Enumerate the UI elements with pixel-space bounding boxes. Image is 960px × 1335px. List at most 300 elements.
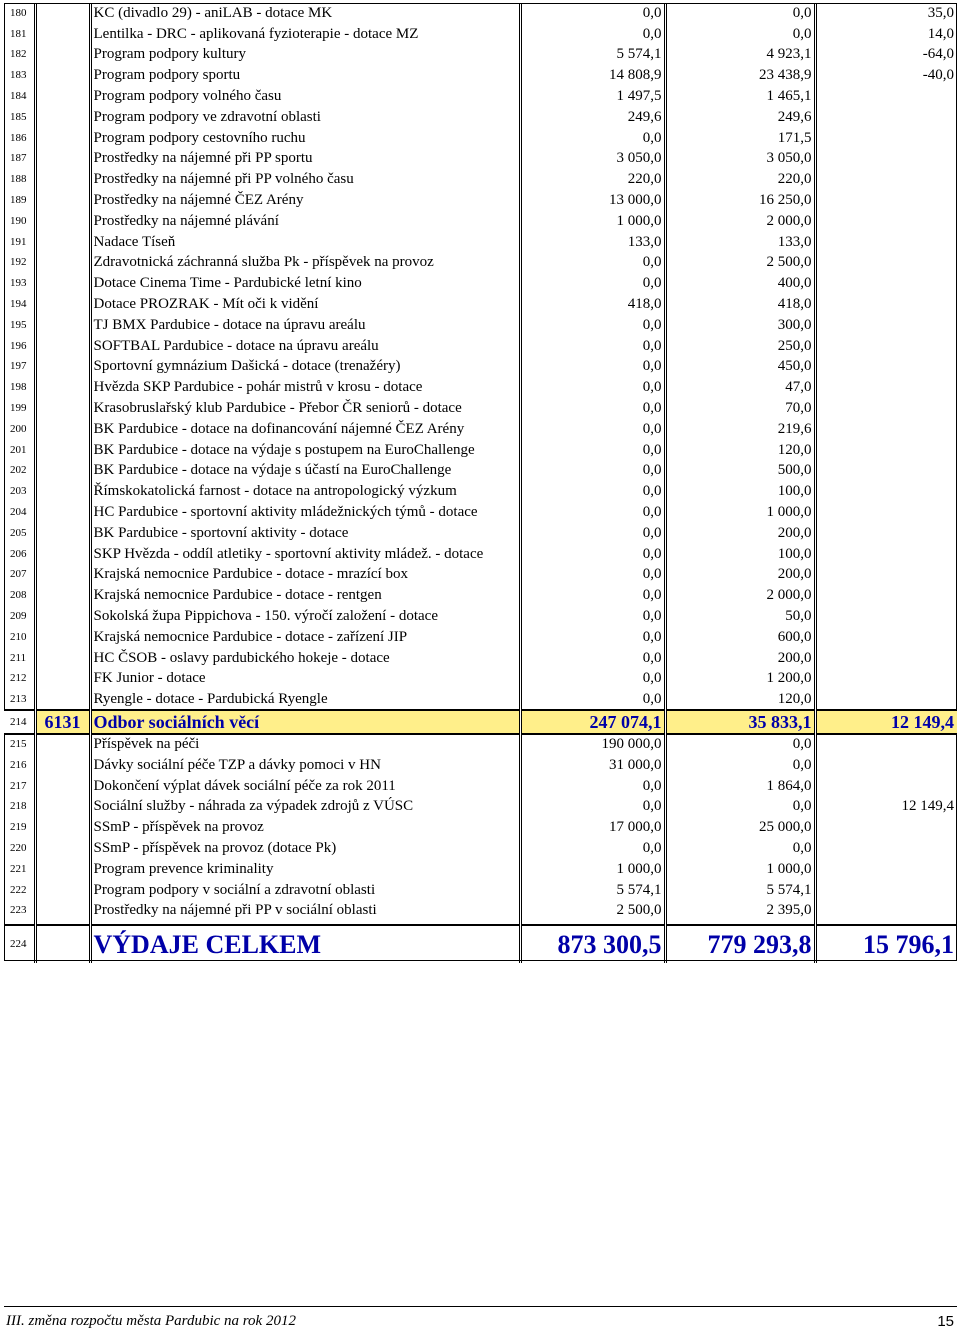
row-number: 220 [4, 838, 35, 859]
row-number: 199 [4, 398, 35, 419]
table-row [4, 232, 957, 253]
row-value-3 [815, 232, 957, 253]
row-value-3 [815, 440, 957, 461]
row-value-1: 0,0 [520, 585, 665, 606]
row-name: BK Pardubice - dotace na výdaje s účastí na EuroChallenge [90, 461, 520, 482]
footer-title: III. změna rozpočtu města Pardubic na rok 2012 [6, 1313, 296, 1329]
row-number: 212 [4, 669, 35, 690]
row-value-3 [815, 107, 957, 128]
row-value-3 [815, 648, 957, 669]
page-number: 15 [937, 1313, 954, 1330]
row-number: 217 [4, 776, 35, 797]
row-value-3 [815, 211, 957, 232]
row-code [35, 880, 90, 901]
table-row [4, 880, 957, 901]
row-value-1: 133,0 [520, 232, 665, 253]
table-row [4, 211, 957, 232]
row-value-2: 0,0 [665, 838, 815, 859]
row-value-1: 0,0 [520, 273, 665, 294]
row-code [35, 377, 90, 398]
table-row [4, 838, 957, 859]
row-value-2: 418,0 [665, 294, 815, 315]
row-value-3 [815, 273, 957, 294]
row-name: SSmP - příspěvek na provoz [90, 817, 520, 838]
row-name: Sportovní gymnázium Dašická - dotace (trenažéry) [90, 357, 520, 378]
row-code [35, 796, 90, 817]
row-code [35, 190, 90, 211]
row-value-1: 0,0 [520, 627, 665, 648]
row-value-2: 250,0 [665, 336, 815, 357]
row-value-1: 0,0 [520, 689, 665, 710]
row-name: Příspěvek na péči [90, 734, 520, 755]
row-name: Odbor sociálních věcí [90, 710, 520, 734]
row-number: 197 [4, 357, 35, 378]
table-row [4, 357, 957, 378]
row-code [35, 523, 90, 544]
row-code [35, 273, 90, 294]
row-value-1: 1 000,0 [520, 859, 665, 880]
row-value-2: 200,0 [665, 648, 815, 669]
row-code [35, 86, 90, 107]
row-code [35, 398, 90, 419]
row-value-2: 25 000,0 [665, 817, 815, 838]
row-number: 180 [4, 3, 35, 24]
row-number: 198 [4, 377, 35, 398]
row-code [35, 169, 90, 190]
row-number: 211 [4, 648, 35, 669]
row-value-1: 0,0 [520, 128, 665, 149]
row-code [35, 502, 90, 523]
row-name: Krajská nemocnice Pardubice - dotace - mrazící box [90, 565, 520, 586]
row-name: Nadace Tíseň [90, 232, 520, 253]
row-number: 193 [4, 273, 35, 294]
table-row [4, 377, 957, 398]
row-number: 218 [4, 796, 35, 817]
row-number: 223 [4, 900, 35, 921]
row-value-2: 171,5 [665, 128, 815, 149]
row-code [35, 817, 90, 838]
row-name: Dokončení výplat dávek sociální péče za rok 2011 [90, 776, 520, 797]
row-value-2: 1 465,1 [665, 86, 815, 107]
row-code [35, 440, 90, 461]
row-value-3 [815, 669, 957, 690]
row-value-1: 0,0 [520, 419, 665, 440]
row-value-3 [815, 149, 957, 170]
row-name: HC Pardubice - sportovní aktivity mládežnických týmů - dotace [90, 502, 520, 523]
row-value-2: 2 000,0 [665, 585, 815, 606]
row-name: Program podpory ve zdravotní oblasti [90, 107, 520, 128]
row-number: 201 [4, 440, 35, 461]
row-value-1: 0,0 [520, 648, 665, 669]
row-name: FK Junior - dotace [90, 669, 520, 690]
row-number: 222 [4, 880, 35, 901]
row-name: Lentilka - DRC - aplikovaná fyzioterapie - dotace MZ [90, 24, 520, 45]
row-number: 214 [4, 710, 35, 734]
row-code [35, 544, 90, 565]
row-name: BK Pardubice - dotace na výdaje s postupem na EuroChallenge [90, 440, 520, 461]
table-row [4, 585, 957, 606]
row-number: 215 [4, 734, 35, 755]
row-name: BK Pardubice - sportovní aktivity - dotace [90, 523, 520, 544]
row-code [35, 253, 90, 274]
table-row [4, 128, 957, 149]
table-row [4, 565, 957, 586]
row-value-2: 4 923,1 [665, 45, 815, 66]
row-number: 207 [4, 565, 35, 586]
row-code [35, 419, 90, 440]
row-code [35, 211, 90, 232]
row-value-1: 247 074,1 [520, 710, 665, 734]
row-value-2: 100,0 [665, 481, 815, 502]
row-code [35, 232, 90, 253]
row-value-3: 35,0 [927, 4, 954, 21]
row-name: Prostředky na nájemné plávání [90, 211, 520, 232]
table-row [4, 65, 957, 86]
table-row [4, 502, 957, 523]
row-value-2: 400,0 [665, 273, 815, 294]
row-value-3 [815, 755, 957, 776]
row-value-2: 1 200,0 [665, 669, 815, 690]
row-value-3 [815, 253, 957, 274]
row-value-2: 3 050,0 [665, 149, 815, 170]
row-code [35, 734, 90, 755]
row-value-2: 0,0 [665, 796, 815, 817]
row-value-3 [815, 585, 957, 606]
row-value-2: 220,0 [665, 169, 815, 190]
row-code [35, 606, 90, 627]
row-name: Prostředky na nájemné při PP sportu [90, 149, 520, 170]
row-code [35, 65, 90, 86]
row-name: Prostředky na nájemné při PP volného času [90, 169, 520, 190]
row-value-3: 12 149,4 [901, 798, 954, 815]
row-value-2: 2 395,0 [665, 900, 815, 921]
row-number: 202 [4, 461, 35, 482]
row-value-1: 190 000,0 [520, 734, 665, 755]
row-value-3 [815, 859, 957, 880]
row-value-1: 0,0 [520, 253, 665, 274]
row-value-1: 1 000,0 [520, 211, 665, 232]
row-value-2: 1 000,0 [665, 502, 815, 523]
row-number: 209 [4, 606, 35, 627]
row-code [35, 859, 90, 880]
row-number: 213 [4, 689, 35, 710]
table-row [4, 336, 957, 357]
row-value-2: 5 574,1 [665, 880, 815, 901]
row-number: 191 [4, 232, 35, 253]
row-value-2: 0,0 [665, 734, 815, 755]
row-value-2: 1 000,0 [665, 859, 815, 880]
row-value-2: 249,6 [665, 107, 815, 128]
row-name: Dotace PROZRAK - Mít oči k vidění [90, 294, 520, 315]
row-name: VÝDAJE CELKEM [90, 925, 520, 963]
row-value-3 [815, 565, 957, 586]
row-value-3: 12 149,4 [815, 710, 957, 734]
row-value-2: 23 438,9 [665, 65, 815, 86]
row-code [35, 627, 90, 648]
row-value-1: 0,0 [520, 3, 665, 24]
row-value-3: 14,0 [927, 25, 954, 42]
row-value-3 [815, 544, 957, 565]
row-value-2: 2 500,0 [665, 253, 815, 274]
row-value-3: -40,0 [922, 67, 954, 84]
row-number: 187 [4, 149, 35, 170]
row-value-1: 220,0 [520, 169, 665, 190]
table-row [4, 107, 957, 128]
row-code [35, 689, 90, 710]
row-code [35, 838, 90, 859]
row-value-1: 0,0 [520, 838, 665, 859]
row-number: 208 [4, 585, 35, 606]
budget-table [4, 3, 957, 963]
total-row [4, 925, 957, 963]
row-name: Krajská nemocnice Pardubice - dotace - rentgen [90, 585, 520, 606]
row-value-3 [815, 689, 957, 710]
table-row [4, 648, 957, 669]
row-number: 205 [4, 523, 35, 544]
row-value-3 [815, 461, 957, 482]
row-value-2: 0,0 [665, 755, 815, 776]
row-value-1: 418,0 [520, 294, 665, 315]
row-code [35, 149, 90, 170]
row-value-2: 35 833,1 [665, 710, 815, 734]
row-number: 184 [4, 86, 35, 107]
row-value-3 [815, 357, 957, 378]
row-number: 188 [4, 169, 35, 190]
row-value-1: 0,0 [520, 544, 665, 565]
row-value-3 [815, 502, 957, 523]
table-row [4, 440, 957, 461]
row-value-3 [815, 169, 957, 190]
row-code [35, 24, 90, 45]
table-row [4, 294, 957, 315]
row-value-3 [815, 900, 957, 921]
row-code [35, 3, 90, 24]
footer-divider [4, 1306, 957, 1307]
row-value-3 [815, 336, 957, 357]
row-code [35, 128, 90, 149]
table-row [4, 776, 957, 797]
table-row [4, 45, 957, 66]
row-number: 196 [4, 336, 35, 357]
row-value-2: 16 250,0 [665, 190, 815, 211]
row-value-2: 120,0 [665, 440, 815, 461]
row-value-2: 133,0 [665, 232, 815, 253]
row-code [35, 45, 90, 66]
row-name: Program prevence kriminality [90, 859, 520, 880]
row-value-1: 0,0 [520, 502, 665, 523]
row-value-1: 0,0 [520, 440, 665, 461]
row-value-3 [815, 880, 957, 901]
row-code [35, 585, 90, 606]
row-value-1: 0,0 [520, 565, 665, 586]
table-row [4, 755, 957, 776]
table-row [4, 273, 957, 294]
row-value-1: 2 500,0 [520, 900, 665, 921]
row-value-1: 3 050,0 [520, 149, 665, 170]
table-row [4, 24, 957, 45]
row-value-2: 70,0 [665, 398, 815, 419]
row-value-3 [815, 419, 957, 440]
row-number: 224 [4, 925, 35, 963]
table-row [4, 734, 957, 755]
table-row [4, 169, 957, 190]
department-row [4, 710, 957, 734]
row-code [35, 565, 90, 586]
row-number: 192 [4, 253, 35, 274]
table-row [4, 627, 957, 648]
row-name: Zdravotnická záchranná služba Pk - příspěvek na provoz [90, 253, 520, 274]
row-value-1: 873 300,5 [520, 925, 665, 963]
table-row [4, 859, 957, 880]
row-value-1: 0,0 [520, 24, 665, 45]
row-number: 181 [4, 24, 35, 45]
row-value-3 [815, 523, 957, 544]
row-number: 203 [4, 481, 35, 502]
row-code [35, 294, 90, 315]
table-row [4, 86, 957, 107]
row-name: Program podpory kultury [90, 45, 520, 66]
row-value-1: 14 808,9 [520, 65, 665, 86]
row-code [35, 461, 90, 482]
row-value-1: 0,0 [520, 357, 665, 378]
row-value-3 [815, 627, 957, 648]
row-value-1: 1 497,5 [520, 86, 665, 107]
row-code [35, 481, 90, 502]
row-name: Program podpory cestovního ruchu [90, 128, 520, 149]
row-name: Prostředky na nájemné při PP v sociální oblasti [90, 900, 520, 921]
row-name: Dotace Cinema Time - Pardubické letní kino [90, 273, 520, 294]
budget-table-body [4, 3, 957, 963]
row-value-3 [815, 377, 957, 398]
row-number: 219 [4, 817, 35, 838]
row-code [35, 107, 90, 128]
table-row [4, 669, 957, 690]
row-name: SSmP - příspěvek na provoz (dotace Pk) [90, 838, 520, 859]
row-value-1: 0,0 [520, 669, 665, 690]
row-value-3 [815, 128, 957, 149]
row-value-1: 0,0 [520, 398, 665, 419]
row-value-3 [815, 86, 957, 107]
table-row [4, 315, 957, 336]
row-code [35, 776, 90, 797]
row-value-3 [815, 398, 957, 419]
row-name: SOFTBAL Pardubice - dotace na úpravu areálu [90, 336, 520, 357]
row-value-2: 0,0 [665, 24, 815, 45]
row-value-1: 0,0 [520, 481, 665, 502]
row-code [35, 336, 90, 357]
row-name: Sociální služby - náhrada za výpadek zdrojů z VÚSC [90, 796, 520, 817]
row-value-3 [815, 817, 957, 838]
row-value-3 [815, 294, 957, 315]
row-value-2: 1 864,0 [665, 776, 815, 797]
row-value-3: 15 796,1 [815, 925, 957, 963]
row-number: 186 [4, 128, 35, 149]
row-name: Římskokatolická farnost - dotace na antropologický výzkum [90, 481, 520, 502]
row-value-1: 0,0 [520, 336, 665, 357]
row-number: 216 [4, 755, 35, 776]
row-code [35, 315, 90, 336]
row-name: TJ BMX Pardubice - dotace na úpravu areálu [90, 315, 520, 336]
table-row [4, 398, 957, 419]
row-value-1: 249,6 [520, 107, 665, 128]
row-name: Krajská nemocnice Pardubice - dotace - zařízení JIP [90, 627, 520, 648]
row-name: Hvězda SKP Pardubice - pohár mistrů v krosu - dotace [90, 377, 520, 398]
row-value-1: 0,0 [520, 606, 665, 627]
row-value-2: 500,0 [665, 461, 815, 482]
row-code [35, 925, 90, 963]
row-value-2: 219,6 [665, 419, 815, 440]
row-code [35, 755, 90, 776]
row-number: 189 [4, 190, 35, 211]
row-value-1: 17 000,0 [520, 817, 665, 838]
row-value-2: 47,0 [665, 377, 815, 398]
row-number: 206 [4, 544, 35, 565]
row-value-2: 100,0 [665, 544, 815, 565]
row-name: Program podpory sportu [90, 65, 520, 86]
row-value-1: 0,0 [520, 377, 665, 398]
row-number: 200 [4, 419, 35, 440]
row-value-1: 0,0 [520, 461, 665, 482]
row-name: Program podpory volného času [90, 86, 520, 107]
row-name: Prostředky na nájemné ČEZ Arény [90, 190, 520, 211]
table-row [4, 149, 957, 170]
row-name: SKP Hvězda - oddíl atletiky - sportovní aktivity mládež. - dotace [90, 544, 520, 565]
row-value-1: 31 000,0 [520, 755, 665, 776]
row-value-1: 0,0 [520, 315, 665, 336]
row-name: Krasobruslařský klub Pardubice - Přebor ČR seniorů - dotace [90, 398, 520, 419]
row-value-2: 200,0 [665, 565, 815, 586]
row-name: BK Pardubice - dotace na dofinancování nájemné ČEZ Arény [90, 419, 520, 440]
row-value-3 [815, 838, 957, 859]
row-value-1: 0,0 [520, 523, 665, 544]
table-row [4, 419, 957, 440]
row-number: 204 [4, 502, 35, 523]
row-value-1: 5 574,1 [520, 880, 665, 901]
row-value-2: 300,0 [665, 315, 815, 336]
row-value-3 [815, 776, 957, 797]
row-value-3 [815, 606, 957, 627]
table-row [4, 190, 957, 211]
row-number: 182 [4, 45, 35, 66]
row-number: 210 [4, 627, 35, 648]
table-row [4, 544, 957, 565]
row-value-2: 450,0 [665, 357, 815, 378]
table-row [4, 253, 957, 274]
row-value-3 [815, 190, 957, 211]
table-row [4, 523, 957, 544]
row-number: 183 [4, 65, 35, 86]
row-value-3 [815, 481, 957, 502]
row-value-3 [815, 315, 957, 336]
row-name: Sokolská župa Pippichova - 150. výročí založení - dotace [90, 606, 520, 627]
row-value-2: 200,0 [665, 523, 815, 544]
row-value-2: 600,0 [665, 627, 815, 648]
row-value-1: 0,0 [520, 796, 665, 817]
table-row [4, 817, 957, 838]
row-value-2: 120,0 [665, 689, 815, 710]
row-name: Program podpory v sociální a zdravotní oblasti [90, 880, 520, 901]
table-row [4, 481, 957, 502]
row-number: 221 [4, 859, 35, 880]
row-number: 190 [4, 211, 35, 232]
row-code [35, 357, 90, 378]
row-value-2: 2 000,0 [665, 211, 815, 232]
row-code [35, 900, 90, 921]
row-name: Dávky sociální péče TZP a dávky pomoci v HN [90, 755, 520, 776]
row-value-1: 13 000,0 [520, 190, 665, 211]
row-number: 194 [4, 294, 35, 315]
row-name: HC ČSOB - oslavy pardubického hokeje - dotace [90, 648, 520, 669]
